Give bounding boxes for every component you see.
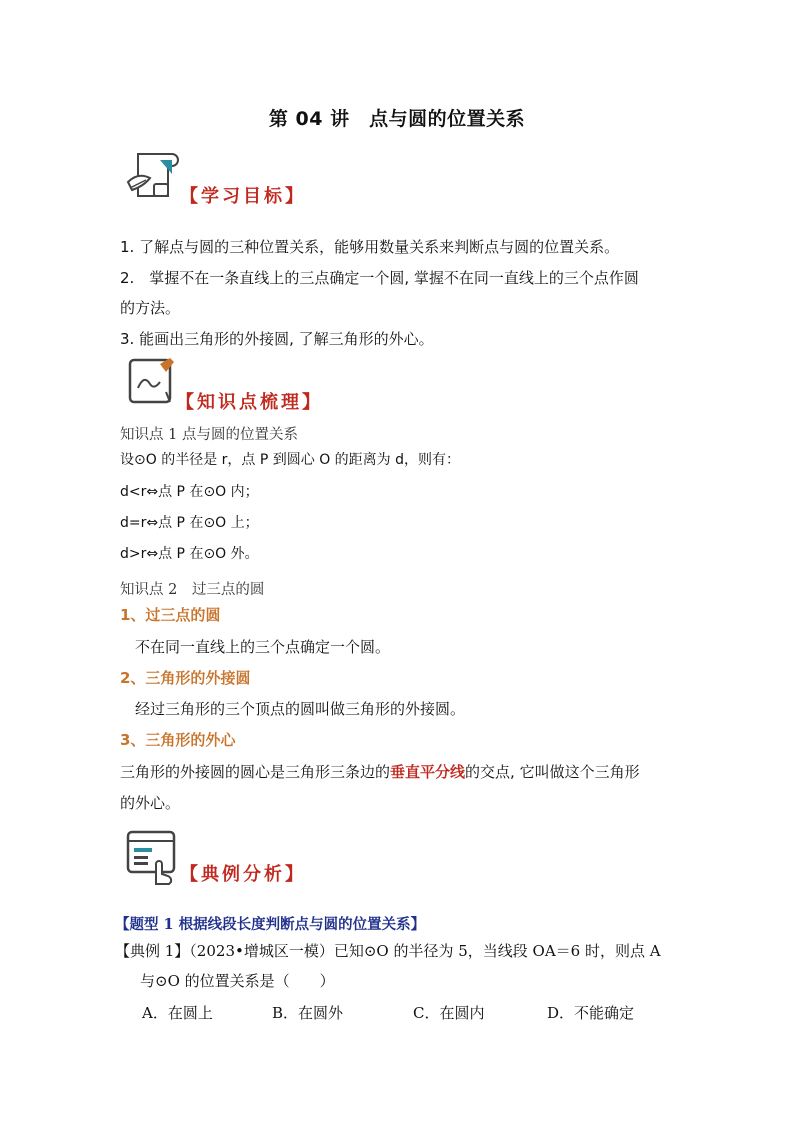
goal-item: 1. 了解点与圆的三种位置关系，能够用数量关系来判断点与圆的位置关系。 — [120, 238, 620, 256]
goal-item: 3. 能画出三角形的外接圆, 了解三角形的外心。 — [120, 330, 434, 348]
kp1-intro: 设⊙O 的半径是 r，点 P 到圆心 O 的距离为 d，则有： — [120, 452, 461, 468]
goal-item: 的方法。 — [120, 299, 181, 317]
kp2-sub2-text: 经过三角形的三个顶点的圆叫做三角形的外接圆。 — [135, 700, 466, 718]
notepad-pen-icon — [124, 354, 180, 410]
kp1-rule: d>r⇔点 P 在⊙O 外。 — [120, 546, 259, 562]
example-line2: 与⊙O 的位置关系是（ ） — [140, 972, 335, 990]
kp2-heading: 知识点 2 过三点的圆 — [120, 582, 265, 598]
kp1-rule: d=r⇔点 P 在⊙O 上； — [120, 515, 259, 531]
kp2-sub3-text-b: 的交点, 它叫做这个三角形 — [465, 763, 640, 781]
kp2-sub1-text: 不在同一直线上的三个点确定一个圆。 — [135, 638, 391, 656]
option-d: D．不能确定 — [547, 1004, 635, 1022]
kp1-rule: d<r⇔点 P 在⊙O 内； — [120, 484, 259, 500]
kp2-sub3-title: 3、三角形的外心 — [120, 731, 236, 749]
option-b: B．在圆外 — [272, 1004, 344, 1022]
goal-item: 2. 掌握不在一条直线上的三点确定一个圆, 掌握不在同一直线上的三个点作圆 — [120, 269, 639, 287]
knowledge-header: 【知识点梳理】 — [176, 392, 323, 413]
kp2-sub3-highlight: 垂直平分线 — [390, 763, 466, 781]
window-pointer-icon — [124, 828, 182, 888]
goals-header: 【学习目标】 — [180, 186, 306, 207]
page-title: 第 04 讲 点与圆的位置关系 — [268, 108, 526, 130]
kp2-sub3-line2: 的外心。 — [120, 794, 181, 812]
kp2-sub2-title: 2、三角形的外接圆 — [120, 669, 251, 687]
kp2-sub3-line1 — [120, 761, 640, 782]
kp2-sub1-title: 1、过三点的圆 — [120, 606, 221, 624]
example-line1: 【典例 1】（2023•增城区一模）已知⊙O 的半径为 5，当线段 OA＝6 时，则点 A — [115, 942, 661, 960]
scroll-quill-icon — [124, 148, 182, 204]
kp1-heading: 知识点 1 点与圆的位置关系 — [120, 427, 298, 443]
option-a: A．在圆上 — [142, 1004, 213, 1022]
question-type-label: 【题型 1 根据线段长度判断点与圆的位置关系】 — [115, 916, 426, 933]
examples-header: 【典例分析】 — [180, 864, 306, 885]
kp2-sub3-text-a: 三角形的外接圆的圆心是三角形三条边的 — [120, 763, 391, 781]
option-c: C．在圆内 — [413, 1004, 485, 1022]
